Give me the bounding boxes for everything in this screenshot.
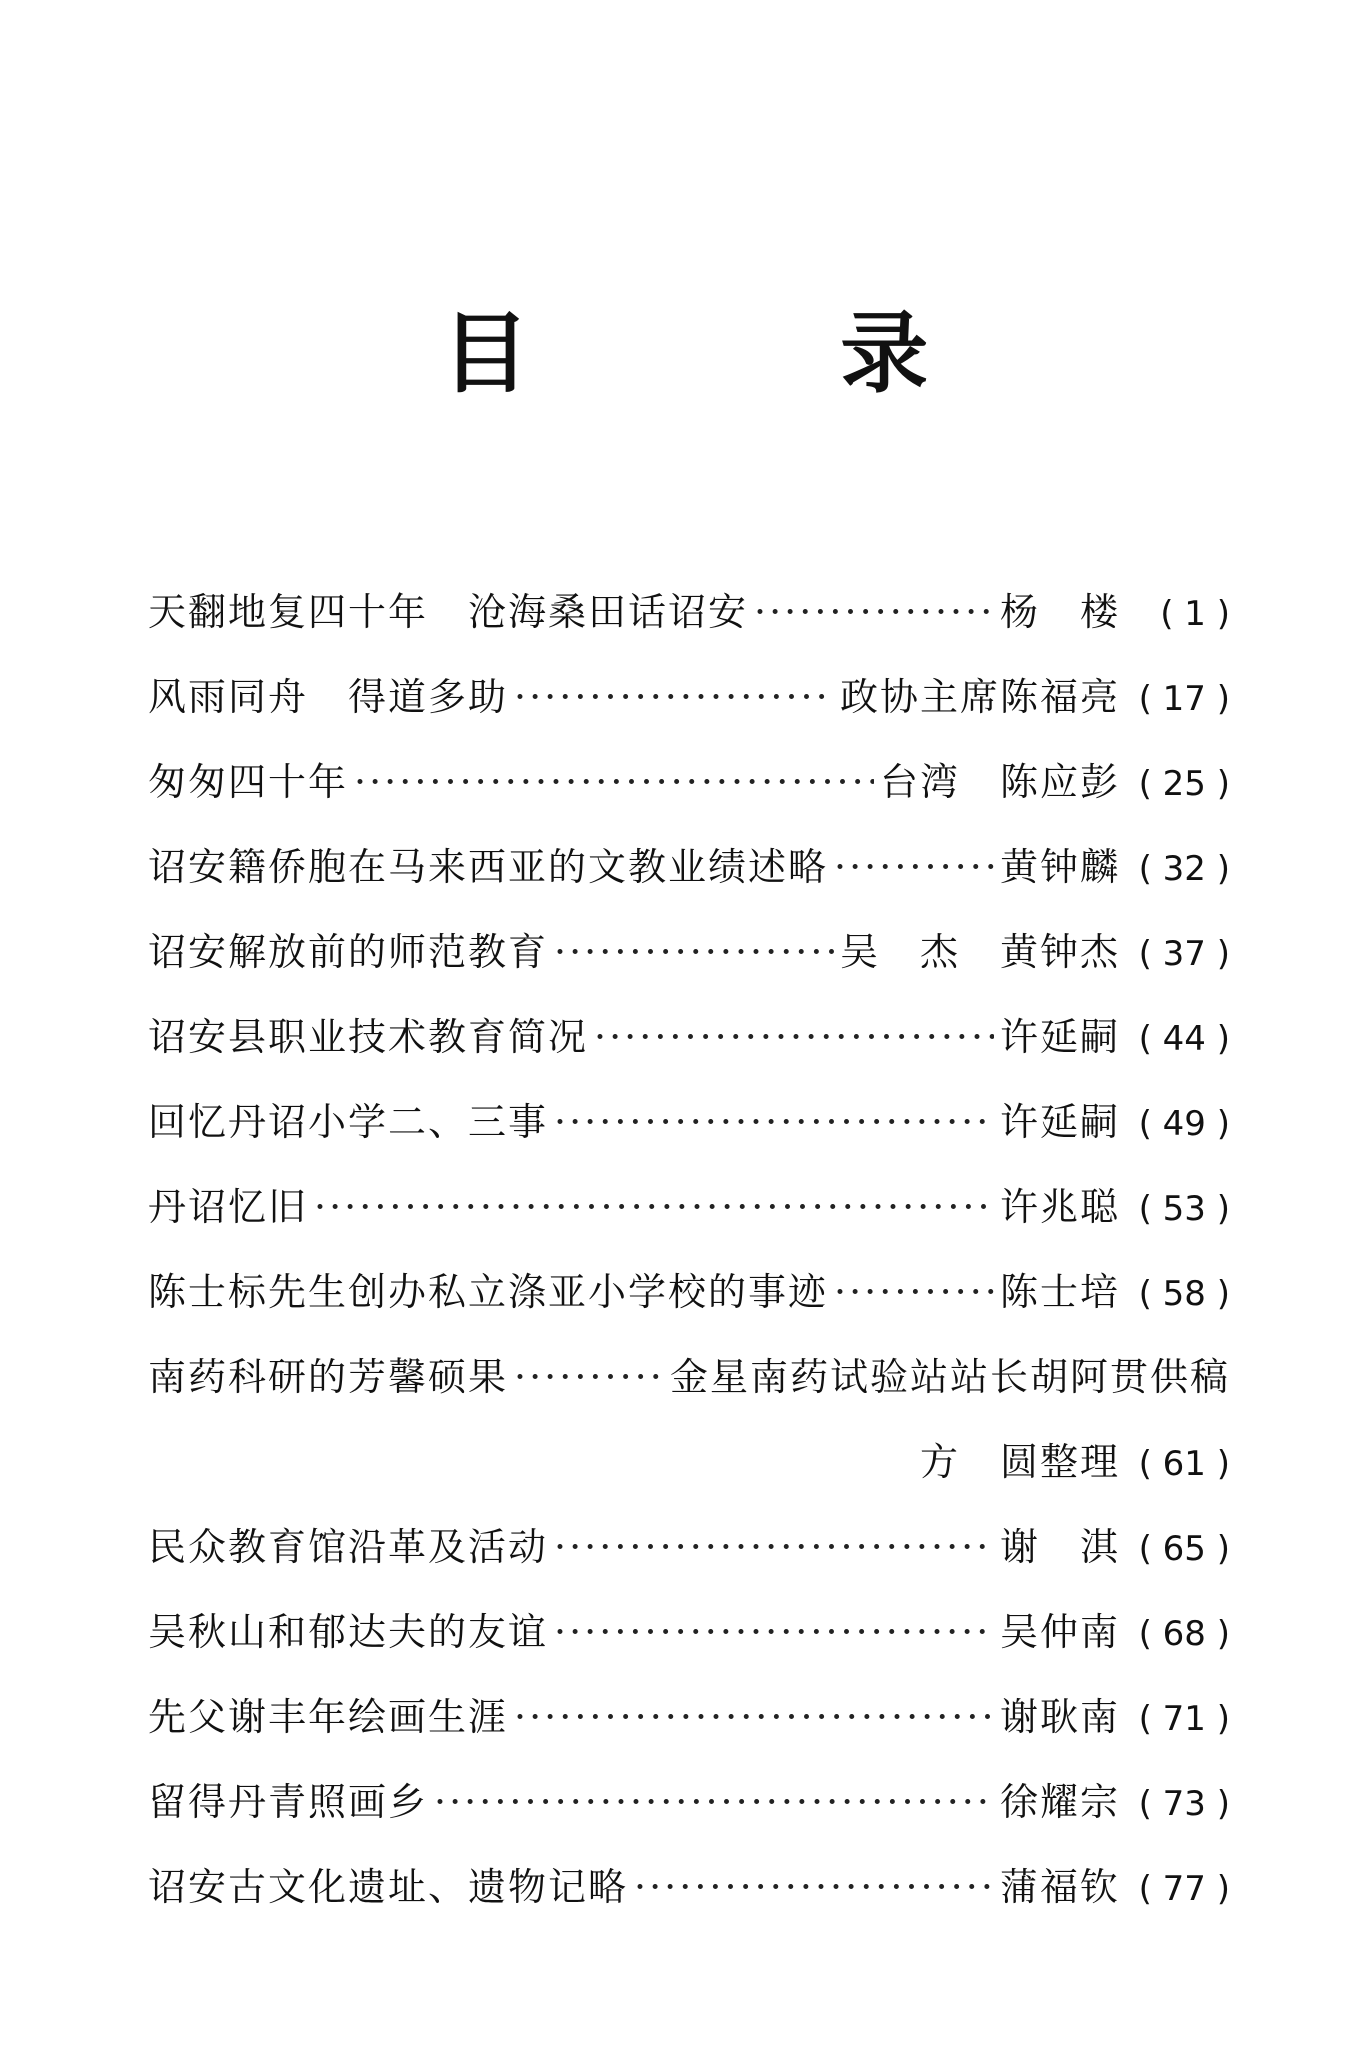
toc-entry [148, 1760, 1230, 1845]
toc-entry-title: 民众教育馆沿革及活动 [148, 1525, 549, 1569]
toc-entry-title: 诏安县职业技术教育简况 [148, 1015, 589, 1059]
dot-leader [354, 740, 874, 825]
toc-entry-title: 诏安籍侨胞在马来西亚的文教业绩述略 [148, 845, 829, 889]
toc-entry-title: 天翻地复四十年 沧海桑田话诏安 [148, 590, 749, 634]
toc-entry [148, 1505, 1230, 1590]
toc-entry-page: ( 77 ) [1138, 1869, 1230, 1909]
dot-leader [434, 1760, 994, 1845]
toc-entry-title: 回忆丹诏小学二、三事 [148, 1100, 549, 1144]
dot-leader [514, 655, 834, 740]
toc-entry-page: ( 44 ) [1138, 1019, 1230, 1059]
toc-entry [148, 995, 1230, 1080]
toc-entry [148, 1165, 1230, 1250]
toc-entry-title: 吴秋山和郁达夫的友谊 [148, 1610, 549, 1654]
toc-entry-title: 风雨同舟 得道多助 [148, 675, 509, 719]
toc-entry-page: ( 37 ) [1138, 934, 1230, 974]
dot-leader [594, 995, 994, 1080]
dot-leader [554, 1080, 994, 1165]
toc-entry-title: 丹诏忆旧 [148, 1185, 309, 1229]
toc-entry [148, 825, 1230, 910]
toc-entry [148, 1845, 1230, 1930]
toc-entry-page: ( 68 ) [1138, 1614, 1230, 1654]
dot-leader [634, 1845, 994, 1930]
toc-entry-page: ( 71 ) [1138, 1699, 1230, 1739]
toc-entry [148, 1250, 1230, 1335]
toc-entry-page: ( 65 ) [1138, 1529, 1230, 1569]
toc-entry-author: 蒲福钦 [999, 1865, 1120, 1909]
toc-entry-page: ( 1 ) [1160, 594, 1230, 634]
toc-entry-title: 陈士标先生创办私立涤亚小学校的事迹 [148, 1270, 829, 1314]
toc-entry [148, 570, 1230, 655]
toc-entry [148, 1080, 1230, 1165]
toc-entry [148, 1675, 1230, 1760]
toc-entry-page: ( 17 ) [1138, 679, 1230, 719]
dot-leader [754, 570, 994, 655]
toc-entry [148, 740, 1230, 825]
toc-entry-title: 诏安解放前的师范教育 [148, 930, 549, 974]
toc-entry-author: 许延嗣 [999, 1100, 1120, 1144]
toc-entry [148, 1335, 1230, 1420]
toc-entry-page: ( 61 ) [1138, 1444, 1230, 1484]
toc-entry-author: 方 圆整理 [919, 1440, 1120, 1484]
dot-leader [514, 1675, 994, 1760]
toc-entry-page: ( 32 ) [1138, 849, 1230, 889]
toc-entry-author: 谢 淇 [999, 1525, 1120, 1569]
dot-leader [554, 1590, 994, 1675]
toc-entry-author: 杨 楼 [999, 590, 1120, 634]
dot-leader [514, 1335, 664, 1420]
toc-entry-title: 匆匆四十年 [148, 760, 349, 804]
toc-entry-title: 留得丹青照画乡 [148, 1780, 429, 1824]
toc-entry-page: ( 53 ) [1138, 1189, 1230, 1229]
toc-entry [148, 910, 1230, 995]
toc-entry-author: 谢耿南 [999, 1695, 1120, 1739]
toc-entry-author: 金星南药试验站站长胡阿贯供稿 [669, 1355, 1230, 1399]
dot-leader [314, 1165, 994, 1250]
toc-entry-page: ( 58 ) [1138, 1274, 1230, 1314]
toc-entry-page: ( 49 ) [1138, 1104, 1230, 1144]
toc-entry-author: 黄钟麟 [999, 845, 1120, 889]
toc-entry-author: 政协主席陈福亮 [839, 675, 1120, 719]
dot-leader [554, 1505, 994, 1590]
dot-leader [834, 1250, 994, 1335]
table-of-contents [148, 570, 1230, 1930]
toc-entry [148, 655, 1230, 740]
toc-entry-author: 徐耀宗 [999, 1780, 1120, 1824]
toc-entry-author: 许兆聪 [999, 1185, 1120, 1229]
toc-entry-author: 吴仲南 [999, 1610, 1120, 1654]
toc-entry-title: 先父谢丰年绘画生涯 [148, 1695, 509, 1739]
toc-entry-author: 许延嗣 [999, 1015, 1120, 1059]
page-title: 目 录 [441, 302, 1069, 405]
toc-entry-author: 吴 杰 黄钟杰 [839, 930, 1120, 974]
toc-entry-continuation [148, 1420, 1230, 1505]
toc-entry [148, 1590, 1230, 1675]
toc-entry-title: 诏安古文化遗址、遗物记略 [148, 1865, 629, 1909]
toc-entry-page: ( 73 ) [1138, 1784, 1230, 1824]
toc-entry-title: 南药科研的芳馨硕果 [148, 1355, 509, 1399]
dot-leader [834, 825, 994, 910]
toc-entry-author: 陈士培 [999, 1270, 1120, 1314]
toc-entry-author: 台湾 陈应彭 [879, 760, 1120, 804]
dot-leader [554, 910, 834, 995]
toc-entry-page: ( 25 ) [1138, 764, 1230, 804]
